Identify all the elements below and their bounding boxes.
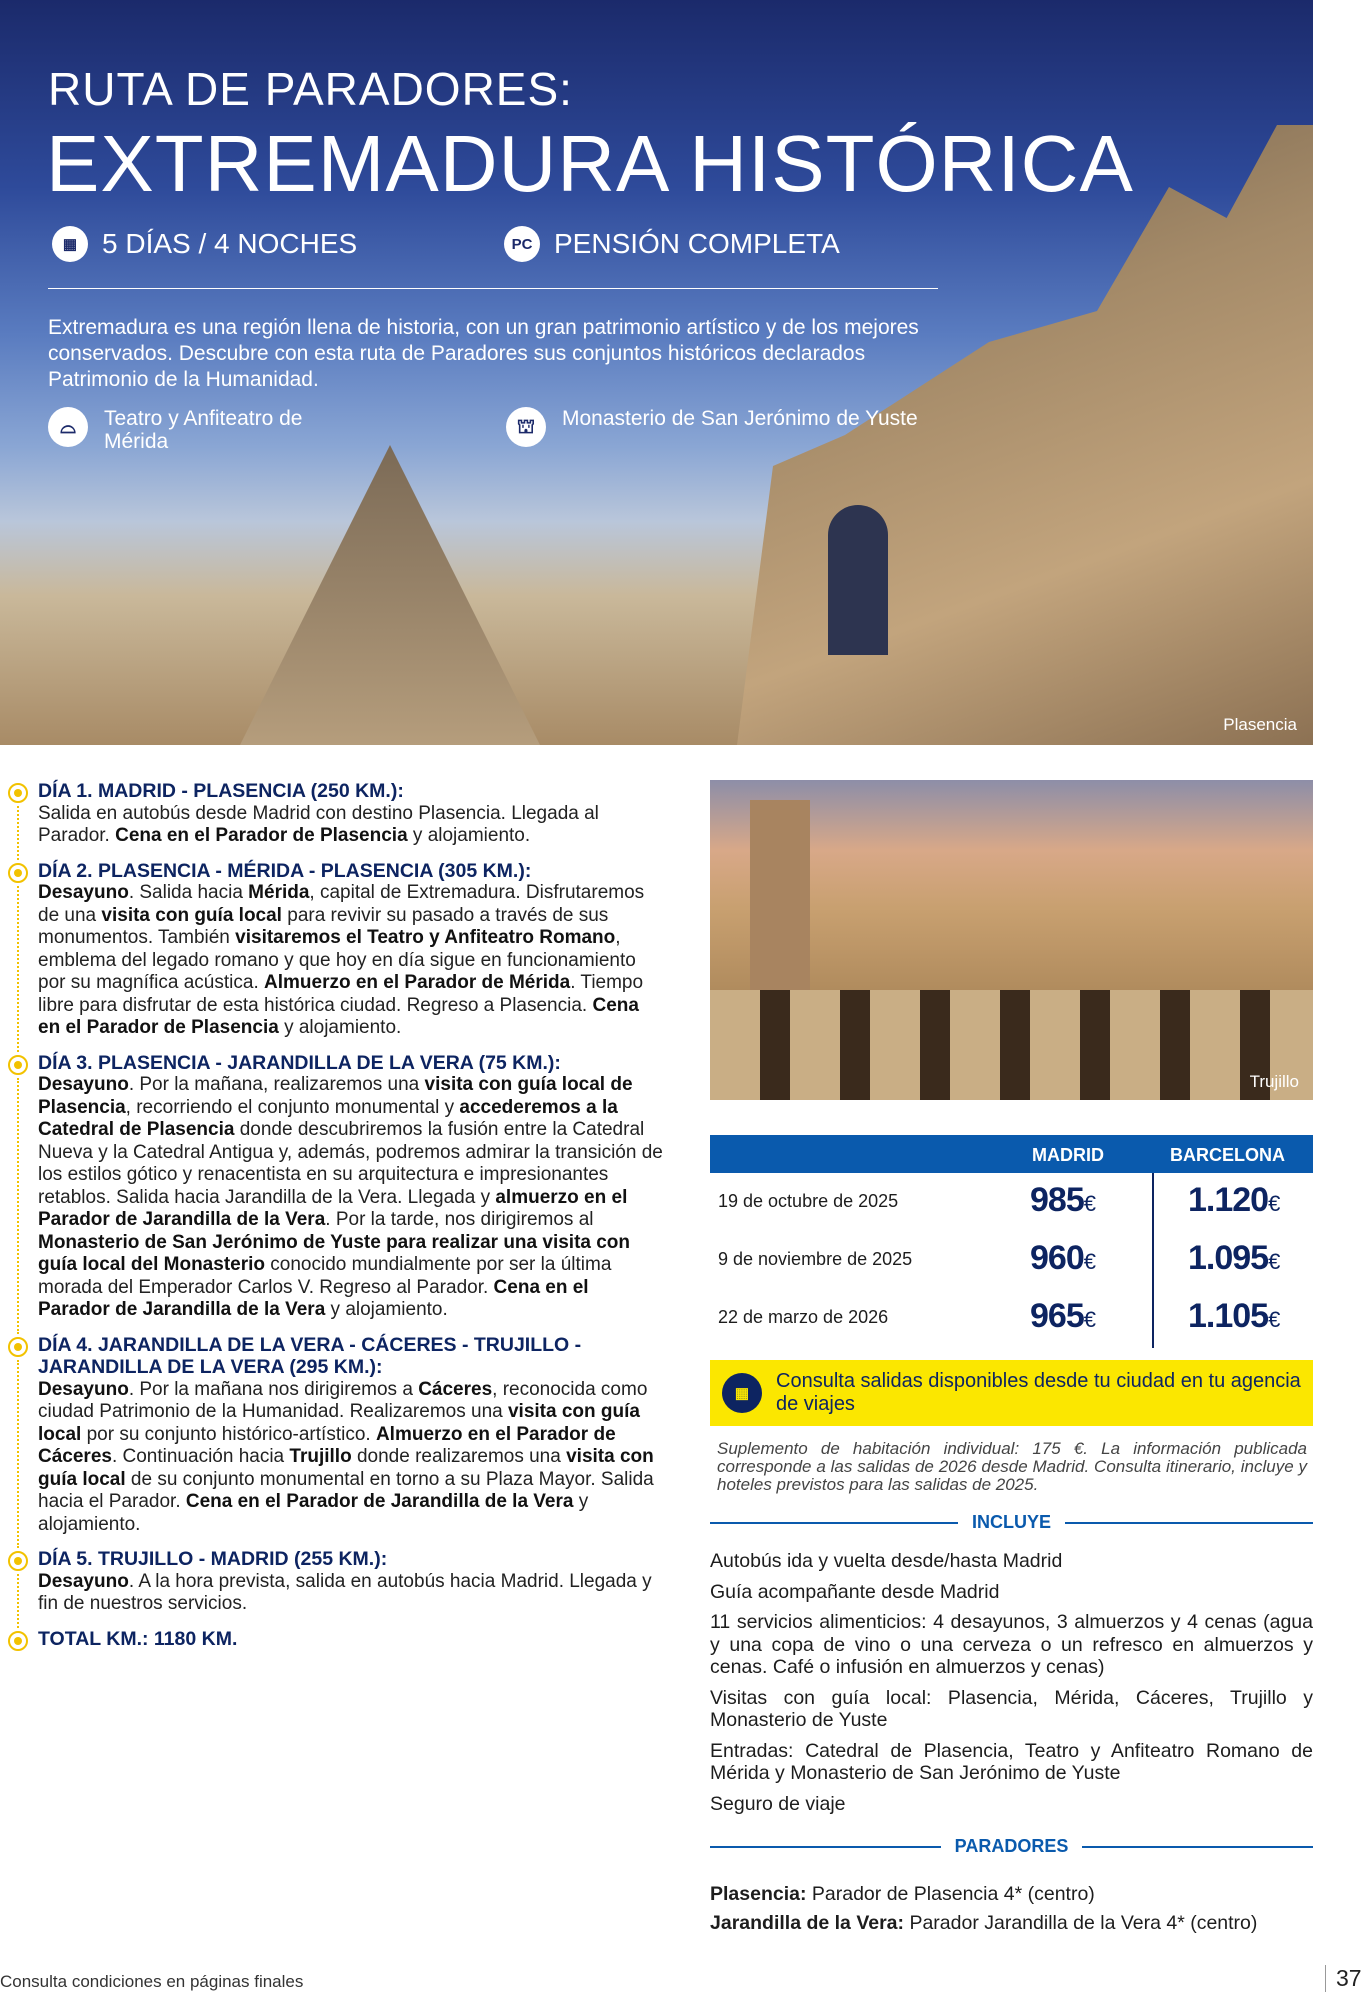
itinerary-day (8, 1628, 663, 1651)
bold-text: accederemos a la Catedral de Plasencia (38, 1096, 618, 1140)
text: , capital de Extremadura. Disfrutaremos de una (38, 882, 645, 926)
duration (52, 226, 357, 262)
cathedral-spire-image (240, 445, 540, 745)
bold-text: Desayuno (38, 882, 129, 903)
supplement-note: Suplemento de habitación individual: 175 €. La información publicada corresponde a las salidas de 2026 desde Madrid. Consulta itinerario, incluye y hoteles previstos para las salidas de 2025. (717, 1439, 1307, 1494)
currency: € (1268, 1249, 1280, 1274)
itinerary-day (8, 1052, 663, 1322)
bold-text: Trujillo (289, 1446, 352, 1467)
includes-item: Visitas con guía local: Plasencia, Mérida, Cáceres, Trujillo y Monasterio de Yuste (710, 1686, 1313, 1731)
day-description (38, 1379, 663, 1537)
bold-text: almuerzo en el Parador de Jarandilla de la Vera (38, 1186, 628, 1230)
text: . A la hora prevista, salida en autobús hacia Madrid. Llegada y fin de nuestros servicios. (38, 1570, 652, 1614)
itinerary-day (8, 780, 663, 848)
price-barcelona (1188, 1181, 1279, 1220)
day-description (38, 803, 663, 848)
text: de su conjunto monumental en torno a su Plaza Mayor. Salida hacia el Parador. (38, 1468, 654, 1512)
text: y alojamiento. (38, 1491, 589, 1535)
text: , emblema del legado romano y que hoy en día sigue en funcionamiento por su magnífica acústica. (38, 927, 636, 993)
includes-item: Autobús ida y vuelta desde/hasta Madrid (710, 1550, 1063, 1572)
tower-image (750, 800, 810, 1000)
table-row (710, 1173, 1313, 1231)
departure-date: 9 de noviembre de 2025 (718, 1249, 913, 1269)
text: para revivir su pasado a través de sus monumentos. También (38, 904, 609, 948)
parador-place: Plasencia: (710, 1883, 807, 1905)
text: , recorriendo el conjunto monumental y (125, 1096, 460, 1118)
currency: € (1083, 1191, 1095, 1216)
day-description (38, 1571, 663, 1616)
price-value: 1.120 (1188, 1181, 1269, 1219)
day-title: TOTAL KM.: 1180 KM. (38, 1627, 238, 1650)
trujillo-photo (710, 780, 1313, 1100)
bullet-dot (14, 1343, 22, 1351)
bullet-dot (14, 869, 22, 877)
text: , reconocida como ciudad Patrimonio de la Humanidad. Realizaremos una (38, 1378, 648, 1422)
bold-text: Almuerzo en el Parador de Cáceres (38, 1423, 616, 1467)
title-small: RUTA DE PARADORES: (48, 63, 573, 115)
bullet-dot (14, 1061, 22, 1069)
includes-item: Seguro de viaje (710, 1792, 846, 1815)
day-title: DÍA 4. JARANDILLA DE LA VERA - CÁCERES - TRUJILLO - JARANDILLA DE LA VERA (295 KM.): (38, 1333, 582, 1378)
bullet-icon (8, 863, 28, 883)
dotted-line (17, 1574, 19, 1628)
dotted-line (17, 806, 19, 860)
includes-heading (710, 1512, 1313, 1533)
bold-text: visita con guía local (101, 904, 282, 926)
dotted-line (17, 1078, 19, 1334)
bold-text: Mérida (248, 882, 310, 903)
col-barcelona: BARCELONA (1170, 1145, 1285, 1165)
paradores-heading (710, 1836, 1313, 1857)
departures-notice (710, 1360, 1313, 1426)
includes-list (710, 1550, 1313, 1823)
price-madrid (1030, 1239, 1095, 1278)
parador-hotel: Parador Jarandilla de la Vera 4* (centro) (904, 1912, 1258, 1934)
bold-text: Desayuno (38, 1570, 129, 1592)
parador-hotel: Parador de Plasencia 4* (centro) (806, 1883, 1095, 1905)
currency: € (1268, 1307, 1280, 1332)
currency: € (1268, 1191, 1280, 1216)
photo-caption: Plasencia (1223, 715, 1297, 734)
bold-text: Desayuno (38, 1074, 129, 1095)
price-barcelona (1188, 1297, 1279, 1336)
table-row (710, 1231, 1313, 1289)
text: . Por la tarde, nos dirigiremos al (325, 1209, 594, 1230)
itinerary-day (8, 860, 663, 1040)
itinerary-day (8, 1334, 663, 1537)
bold-text: Cena en el Parador de Plasencia (38, 994, 639, 1038)
text: donde descubriremos la fusión entre la Catedral Nueva y la Catedral Antigua y, además, podremos admirar la transición de los estilos gótico y renacentista en su arquitectura e impresionantes retablos. Salida hacia Jarandilla de la Vera. Llegada y (38, 1119, 663, 1208)
text: por su conjunto histórico-artístico. (81, 1423, 376, 1445)
currency: € (1083, 1249, 1095, 1274)
itinerary (8, 780, 663, 1662)
day-description (38, 882, 663, 1040)
pc-badge-icon: PC (504, 226, 540, 262)
includes-item: Guía acompañante desde Madrid (710, 1580, 1000, 1603)
bullet-dot (14, 1557, 22, 1565)
day-title: DÍA 2. PLASENCIA - MÉRIDA - PLASENCIA (305 KM.): (38, 859, 532, 882)
section-title: INCLUYE (972, 1512, 1052, 1532)
col-madrid: MADRID (1032, 1145, 1104, 1165)
text: y alojamiento. (278, 1017, 402, 1038)
price-value: 1.095 (1188, 1239, 1269, 1277)
currency: € (1083, 1307, 1095, 1332)
text: . Continuación hacia (111, 1446, 290, 1467)
text: Salida en autobús desde Madrid con destino Plasencia. Llegada al Parador. (38, 802, 599, 846)
bullet-icon (8, 1055, 28, 1075)
divider (48, 288, 938, 289)
highlight-text: Teatro y Anfiteatro de Mérida (104, 407, 303, 453)
price-value: 965 (1030, 1297, 1084, 1335)
hero-banner (0, 0, 1313, 745)
table-row (710, 1289, 1313, 1347)
parador-place: Jarandilla de la Vera: (710, 1912, 905, 1934)
bold-text: visitaremos el Teatro y Anfiteatro Romano (235, 927, 616, 948)
itinerary-day (8, 1548, 663, 1616)
bold-text: Desayuno (38, 1378, 129, 1400)
day-title: DÍA 5. TRUJILLO - MADRID (255 KM.): (38, 1548, 388, 1570)
day-title: DÍA 3. PLASENCIA - JARANDILLA DE LA VERA (75 KM.): (38, 1051, 561, 1074)
dotted-line (17, 1360, 19, 1549)
bullet-icon (8, 1631, 28, 1651)
monastery-icon: ⛫ (506, 407, 546, 447)
highlight-yuste (506, 407, 936, 447)
bold-text: visita con guía local de Plasencia (38, 1074, 633, 1118)
bold-text: visita con guía local (38, 1446, 654, 1490)
text: . Tiempo libre para disfrutar de esta histórica ciudad. Regreso a Plasencia. (38, 972, 644, 1016)
price-table (710, 1135, 1313, 1347)
bullet-dot (14, 1637, 22, 1645)
bullet-icon (8, 1551, 28, 1571)
bullet-dot (14, 789, 22, 797)
departure-date: 19 de octubre de 2025 (718, 1191, 899, 1211)
price-barcelona (1188, 1239, 1279, 1278)
text: y alojamiento. (325, 1299, 448, 1320)
board-text: PENSIÓN COMPLETA (554, 228, 840, 259)
text: conocido mundialmente por ser la última morada del Emperador Carlos V. Regreso al Parador. (38, 1254, 612, 1298)
highlight-merida (48, 407, 348, 453)
price-madrid (1030, 1181, 1095, 1220)
bold-text: Cena en el Parador de Jarandilla de la Vera (38, 1276, 589, 1320)
theatre-icon: ⌓ (48, 407, 88, 447)
text: donde realizaremos una (351, 1446, 567, 1467)
page-number: 37 (1325, 1965, 1362, 1992)
section-title: PARADORES (954, 1836, 1069, 1856)
arcade-image (710, 990, 1313, 1100)
bold-text: visita con guía local (38, 1401, 640, 1445)
text: . Por la mañana, realizaremos una (128, 1074, 425, 1095)
photo-caption: Trujillo (1249, 1072, 1299, 1091)
text: y alojamiento. (407, 825, 531, 846)
text: . Por la mañana nos dirigiremos a (128, 1378, 419, 1400)
price-value: 1.105 (1188, 1297, 1269, 1335)
table-header (710, 1135, 1313, 1173)
departure-date: 22 de marzo de 2026 (718, 1307, 889, 1327)
page-title: EXTREMADURA HISTÓRICA (46, 119, 1134, 208)
bold-text: Cena en el Parador de Plasencia (115, 825, 408, 846)
day-description (38, 1074, 663, 1322)
text: . Salida hacia (128, 882, 249, 903)
bold-text: Cena en el Parador de Jarandilla de la Vera (185, 1491, 574, 1512)
dotted-line (17, 886, 19, 1052)
price-value: 985 (1030, 1181, 1084, 1219)
duration-text: 5 DÍAS / 4 NOCHES (102, 228, 358, 259)
calendar-icon: ▦ (722, 1373, 762, 1413)
bold-text: Cáceres (418, 1378, 493, 1400)
paradores-list (710, 1880, 1257, 1938)
includes-item: Entradas: Catedral de Plasencia, Teatro y Anfiteatro Romano de Mérida y Monasterio de San Jerónimo de Yuste (710, 1739, 1313, 1784)
bullet-icon (8, 1337, 28, 1357)
cathedral-window-image (828, 505, 888, 655)
bold-text: Monasterio de San Jerónimo de Yuste para realizar una visita con guía local del Monasterio (38, 1231, 631, 1275)
includes-item: 11 servicios alimenticios: 4 desayunos, 3 almuerzos y 4 cenas (agua y una copa de vino o una cerveza o un refresco en almuerzos y cenas. Café o infusión en almuerzos y cenas) (710, 1611, 1313, 1678)
parador-item (710, 1880, 1257, 1909)
calendar-icon: ▦ (52, 226, 88, 262)
notice-text: Consulta salidas disponibles desde tu ciudad en tu agencia de viajes (776, 1370, 1301, 1415)
footer-note: Consulta condiciones en páginas finales (0, 1972, 304, 1991)
board (504, 226, 840, 262)
price-madrid (1030, 1297, 1095, 1336)
highlight-text: Monasterio de San Jerónimo de Yuste (562, 407, 918, 430)
parador-item (710, 1909, 1257, 1938)
description: Extremadura es una región llena de historia, con un gran patrimonio artístico y de los mejores conservados. Descubre con esta ruta de Paradores sus conjuntos históricos declarados Patrimonio de la Humanidad. (48, 316, 919, 391)
price-value: 960 (1030, 1239, 1084, 1277)
bold-text: Almuerzo en el Parador de Mérida (264, 972, 571, 993)
day-title: DÍA 1. MADRID - PLASENCIA (250 KM.): (38, 780, 404, 802)
bullet-icon (8, 783, 28, 803)
